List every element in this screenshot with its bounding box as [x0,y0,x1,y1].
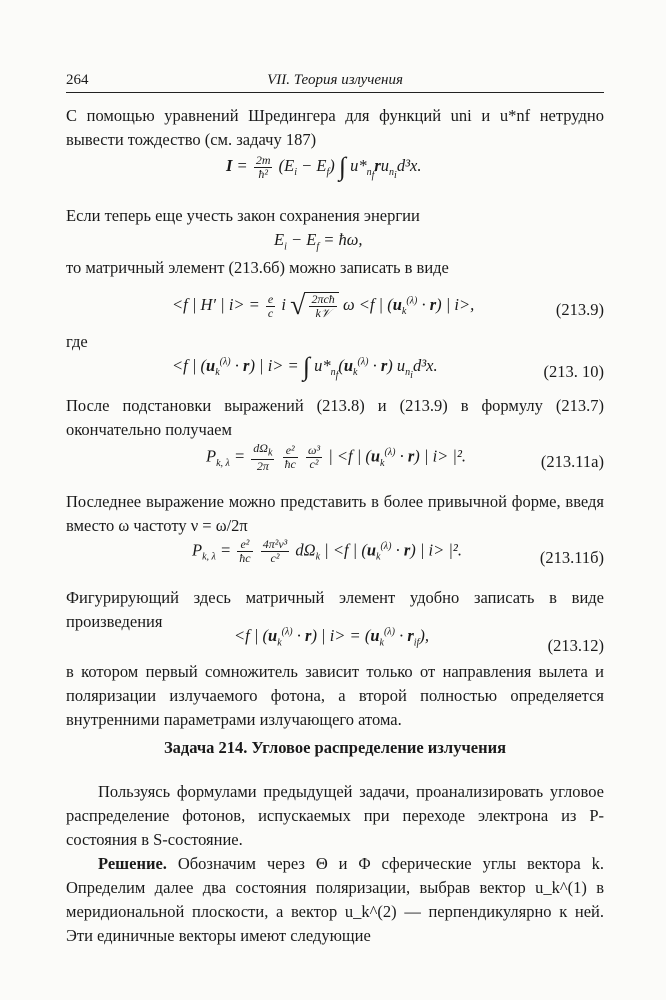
paragraph-4: где [66,332,88,351]
solution-text: Обозначим через Θ и Φ сферические углы вектора k. Определим далее два состояния поляризации, выбрав вектор u_k^(1) в меридиональной плоскости, а вектор u_k^(2) — перпендикулярно к ней. Эти единичные векторы имеют следующие [66,854,604,945]
paragraph-3: то матричный элемент (213.6б) можно записать в виде [66,258,449,277]
equation-213-11b: $P_{k, \lambda}$ = $\frac{\text{e²}}{ħc}$ $\frac{\text{4π²ν³}}{\text{c²}}$ $d\Omega_k$ | <f | $(u_k^{(\lambda)} \cdot r)$ | i> |². (213.11б) [192,537,604,567]
equation-213-12: <f | $(u_k^{(\lambda)} \cdot r)$ | $i> = (u_k^{(\lambda)} \cdot r_{if})$, (213.12) [234,626,604,655]
equation-213-10: <f | $(u_k^{(\lambda)} \cdot r)$ | i> = ∫ $u*_{n_f}(u_k^{(\lambda)} \cdot r)$ $u_{n_i}d^3x$. (213. 10) [172,352,604,382]
paragraph-2: Если теперь еще учесть закон сохранения энергии [66,206,420,225]
solution-label: Решение. [98,854,167,873]
running-title: VII. Теория излучения [267,72,403,88]
equation-213-9: <f | H′ | i> = $\frac{e}{c}$ i √ $\frac{\text{2πcħ}}{\text{k𝒱}}$ ω <f | $(u_k^{(\lambda)} \cdot r)$ | i>, (213.9) [172,290,604,321]
section-heading: Задача 214. Угловое распределение излучения [163,738,507,757]
equation-213-11a: $P_{k, \lambda}$ = $\frac{d\Omega_k}{2\pi}$ $\frac{\text{e²}}{ħc}$ $\frac{\text{ω³}}{\text{c²}}$ | <f | $(u_k^{(\lambda)} \cdot r)$ | i> |². (213.11а) [206,441,604,474]
eq-number-213-11b: (213.11б) [539,548,604,567]
paragraph-10 [66,852,604,948]
paragraph-5: После подстановки выражений (213.8) и (213.9) в формулу (213.7) окончательно получаем [66,396,604,439]
paragraph-6: Последнее выражение можно представить в более привычной форме, введя вместо ω частоту ν = ω/2π [66,492,604,535]
eq-number-213-9: (213.9) [555,300,604,319]
equation-identity: I = $\frac{2m}{\text{ħ²}}$ $(E_i - E_f)$ ∫ $u*_{n_f}ru_{n_i}d^3x$. [226,152,422,182]
paragraph-8: в котором первый сомножитель зависит только от направления вылета и поляризации излучаемого фотона, а второй полностью определяется внутренними параметрами излучающего атома. [66,662,604,729]
eq-number-213-12: (213.12) [547,636,604,655]
page-number: 264 [66,72,89,88]
paragraph-9: Пользуясь формулами предыдущей задачи, проанализировать угловое распределение фотонов, испускаемых при переходе электрона из P-состояния в S-состояние. [66,782,604,849]
paragraph-1: С помощью уравнений Шредингера для функций uni и u*nf нетрудно вывести тождество (см. задачу 187) [66,106,604,149]
equation-energy: $E_i - E_f$ = ħω, [274,230,363,253]
eq-number-213-11a: (213.11а) [540,452,604,471]
paragraph-7: Фигурирующий здесь матричный элемент удобно записать в виде произведения [66,588,604,631]
running-header [66,70,604,93]
eq-number-213-10: (213. 10) [543,362,604,381]
